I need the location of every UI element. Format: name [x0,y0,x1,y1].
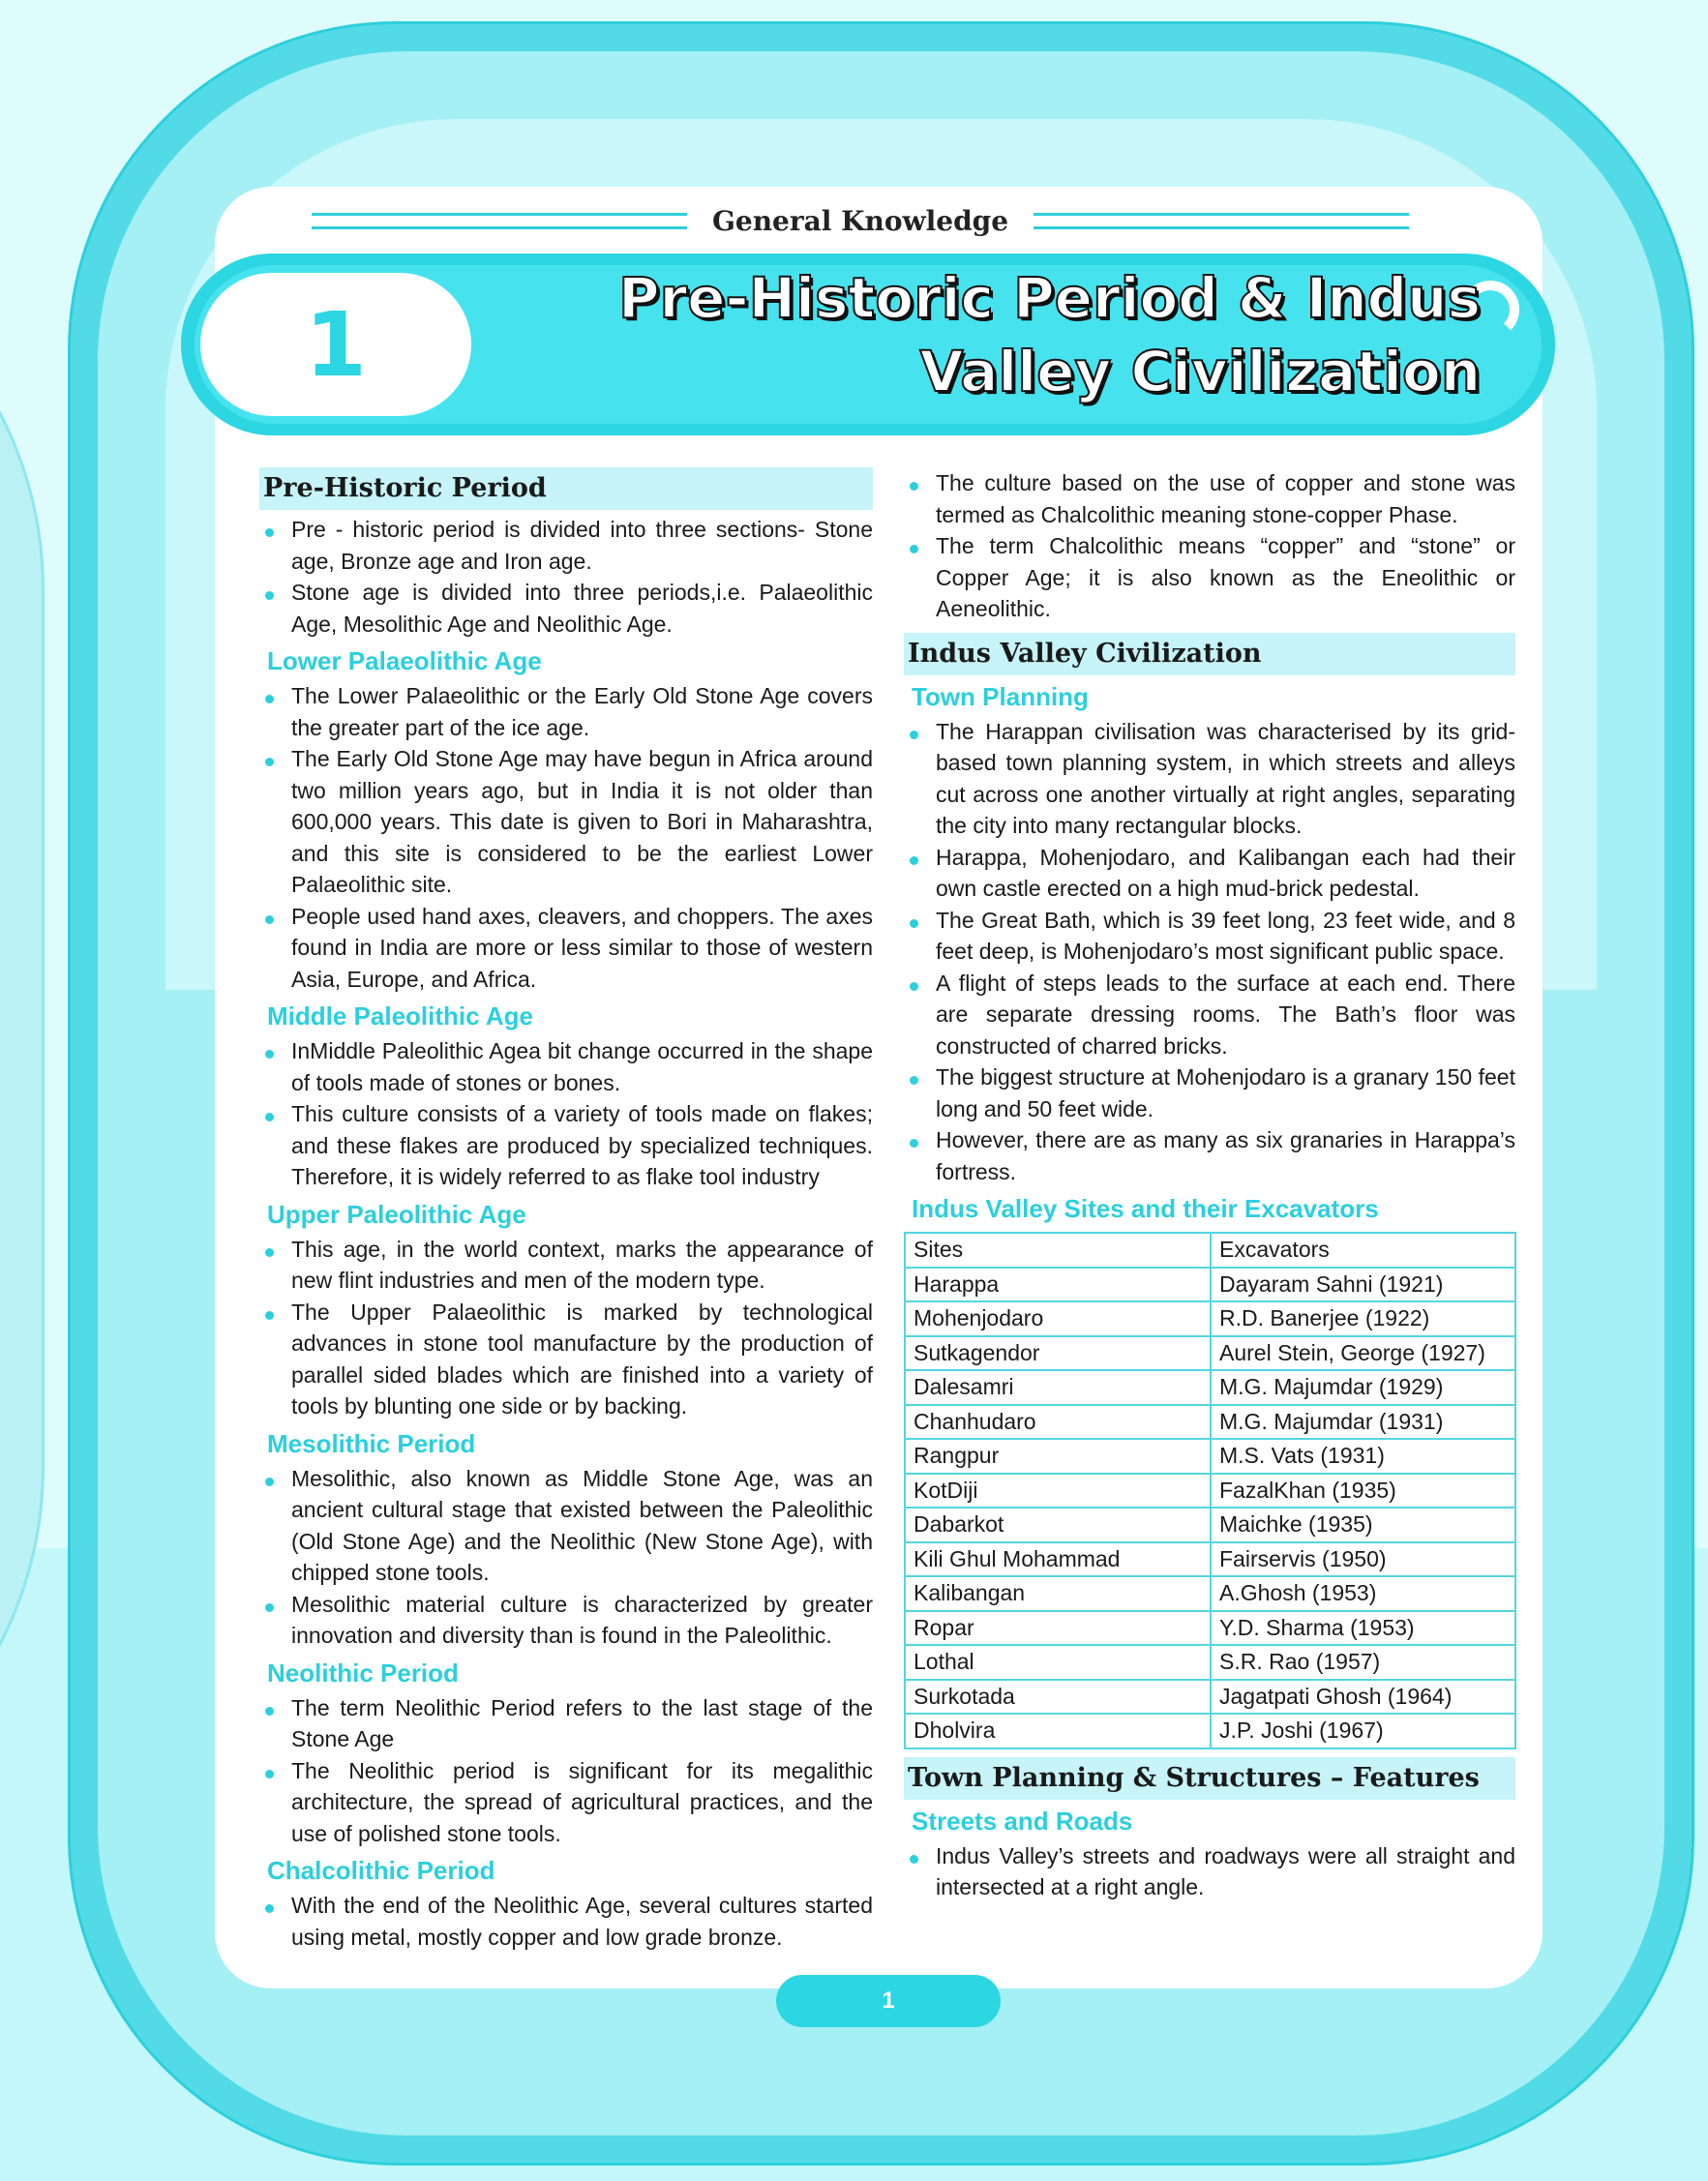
table-cell-excavator: Jagatpati Ghosh (1964) [1211,1680,1515,1715]
table-cell-site: Dholvira [905,1714,1211,1748]
header-rule-right [1034,213,1409,229]
table-cell-excavator: Fairservis (1950) [1211,1542,1515,1577]
list-item: Mesolithic, also known as Middle Stone Age, was an ancient cultural stage that existed between the Paleolithic (Old Stone Age) and the Neolithic (New Stone Age), with chipped stone tools. [259,1463,873,1589]
header-rule-left [312,213,687,229]
list-item: The Harappan civilisation was characterised by its grid-based town planning system, in which streets and alleys cut across one another virtually at right angles, separating the city into many rectangular blocks. [904,716,1515,842]
sites-table [904,1232,1516,1749]
table-cell-site: Chanhudaro [905,1405,1211,1440]
list-item: The Upper Palaeolithic is marked by technological advances in stone tool manufacture by the production of parallel sided blades which are finished into a variety of tools by blunting one side or by backing. [259,1297,873,1422]
list-item: The Neolithic period is significant for its megalithic architecture, the spread of agricultural practices, and the use of polished stone tools. [259,1755,873,1850]
list-item: The term Neolithic Period refers to the last stage of the Stone Age [259,1692,873,1755]
table-cell-excavator: Y.D. Sharma (1953) [1211,1611,1515,1646]
table-cell-site: Mohenjodaro [905,1301,1211,1336]
subheading-mesolithic: Mesolithic Period [267,1428,476,1458]
page-number-tab [776,1975,1001,2027]
table-row [905,1370,1515,1405]
list-item: With the end of the Neolithic Age, several cultures started using metal, mostly copper and low grade bronze. [259,1890,873,1953]
table-cell-excavator: R.D. Banerjee (1922) [1211,1301,1515,1336]
chapter-title [503,261,1481,408]
chalcolithic-continued-bullets [904,467,1515,625]
header-label: General Knowledge [711,204,1009,237]
table-cell-site: Kili Ghul Mohammad [905,1542,1211,1577]
list-item: The Early Old Stone Age may have begun in Africa around two million years ago, but in India it is not older than 600,000 years. This date is given to Bori in Maharashtra, and this site is considered to be the earliest Lower Palaeolithic site. [259,743,873,901]
table-cell-site: Dabarkot [905,1508,1211,1542]
subheading-town-planning: Town Planning [912,681,1089,711]
list-item: The term Chalcolithic means “copper” and “stone” or Copper Age; it is also known as the Eneolithic or Aeneolithic. [904,530,1515,625]
town-planning-bullets [904,716,1515,1188]
section-heading-indus-valley: Indus Valley Civilization [904,633,1515,675]
table-cell-site: Kalibangan [905,1576,1211,1611]
table-cell-site: Lothal [905,1645,1211,1680]
left-column [259,467,873,1953]
table-row [905,1439,1515,1474]
table-row [905,1336,1515,1371]
table-row [905,1714,1515,1748]
table-cell-excavator: Aurel Stein, George (1927) [1211,1336,1515,1371]
table-row [905,1405,1515,1440]
list-item: People used hand axes, cleavers, and choppers. The axes found in India are more or less similar to those of western Asia, Europe, and Africa. [259,901,873,996]
table-cell-site: Dalesamri [905,1370,1211,1405]
table-cell-excavator: FazalKhan (1935) [1211,1474,1515,1509]
table-cell-excavator: M.S. Vats (1931) [1211,1439,1515,1474]
table-cell-excavator: Dayaram Sahni (1921) [1211,1268,1515,1302]
chapter-title-line1: Pre-Historic Period & Indus [618,265,1481,331]
chapter-title-line2: Valley Civilization [919,339,1481,404]
table-cell-site: Surkotada [905,1680,1211,1715]
section-heading-prehistoric: Pre-Historic Period [259,467,873,510]
subheading-streets-roads: Streets and Roads [912,1806,1133,1836]
table-header-excavators: Excavators [1211,1233,1515,1268]
list-item: A flight of steps leads to the surface at each end. There are separate dressing rooms. The Bath’s floor was constructed of charred bricks. [904,968,1515,1062]
subheading-upper-paleolithic: Upper Paleolithic Age [267,1199,526,1229]
chalcolithic-bullets [259,1890,873,1953]
subheading-neolithic: Neolithic Period [267,1658,459,1688]
list-item: The culture based on the use of copper and stone was termed as Chalcolithic meaning stone-copper Phase. [904,467,1515,530]
right-column [904,467,1515,1903]
table-cell-site: Harappa [905,1268,1211,1302]
list-item: This age, in the world context, marks the appearance of new flint industries and men of the modern type. [259,1234,873,1297]
list-item: This culture consists of a variety of tools made on flakes; and these flakes are produced by specialized techniques. Therefore, it is widely referred to as flake tool industry [259,1098,873,1193]
mesolithic-bullets [259,1463,873,1652]
header-label-row [312,199,1409,242]
subheading-middle-paleolithic: Middle Paleolithic Age [267,1001,533,1031]
list-item: Indus Valley’s streets and roadways were all straight and intersected at a right angle. [904,1840,1515,1903]
table-row [905,1542,1515,1577]
list-item: Stone age is divided into three periods,i.e. Palaeolithic Age, Mesolithic Age and Neolithic Age. [259,577,873,640]
list-item: The Lower Palaeolithic or the Early Old Stone Age covers the greater part of the ice age. [259,680,873,743]
table-row [905,1474,1515,1509]
table-cell-excavator: J.P. Joshi (1967) [1211,1714,1515,1748]
list-item: Mesolithic material culture is characterized by greater innovation and diversity than is found in the Paleolithic. [259,1589,873,1652]
section-heading-town-planning-structures: Town Planning & Structures – Features [904,1757,1515,1800]
table-row [905,1268,1515,1302]
lower-palaeolithic-bullets [259,680,873,995]
list-item: The Great Bath, which is 39 feet long, 23 feet wide, and 8 feet deep, is Mohenjodaro’s most significant public space. [904,905,1515,968]
table-cell-site: Sutkagendor [905,1336,1211,1371]
prehistoric-bullets [259,514,873,640]
list-item: Harappa, Mohenjodaro, and Kalibangan each had their own castle erected on a high mud-brick pedestal. [904,842,1515,905]
list-item: Pre - historic period is divided into three sections- Stone age, Bronze age and Iron age. [259,514,873,577]
table-cell-excavator: M.G. Majumdar (1929) [1211,1370,1515,1405]
table-row [905,1645,1515,1680]
page-number: 1 [882,1987,895,2014]
subheading-lower-palaeolithic: Lower Palaeolithic Age [267,646,542,675]
neolithic-bullets [259,1692,873,1850]
table-row [905,1301,1515,1336]
table-cell-site: Rangpur [905,1439,1211,1474]
table-row [905,1611,1515,1646]
table-cell-site: Ropar [905,1611,1211,1646]
table-cell-excavator: S.R. Rao (1957) [1211,1645,1515,1680]
table-cell-site: KotDiji [905,1474,1211,1509]
table-row [905,1576,1515,1611]
list-item: The biggest structure at Mohenjodaro is a granary 150 feet long and 50 feet wide. [904,1061,1515,1124]
table-row [905,1508,1515,1542]
upper-paleolithic-bullets [259,1234,873,1422]
subheading-chalcolithic: Chalcolithic Period [267,1856,495,1885]
table-cell-excavator: M.G. Majumdar (1931) [1211,1405,1515,1440]
list-item: However, there are as many as six granaries in Harappa’s fortress. [904,1124,1515,1187]
table-cell-excavator: A.Ghosh (1953) [1211,1576,1515,1611]
streets-roads-bullets [904,1840,1515,1903]
list-item: InMiddle Paleolithic Agea bit change occurred in the shape of tools made of stones or bones. [259,1035,873,1098]
chapter-number: 1 [304,292,367,397]
middle-paleolithic-bullets [259,1035,873,1193]
table-cell-excavator: Maichke (1935) [1211,1508,1515,1542]
table-row [905,1680,1515,1715]
subheading-sites-excavators: Indus Valley Sites and their Excavators [912,1194,1379,1223]
table-header-sites: Sites [905,1233,1211,1268]
table-header-row [905,1233,1515,1268]
